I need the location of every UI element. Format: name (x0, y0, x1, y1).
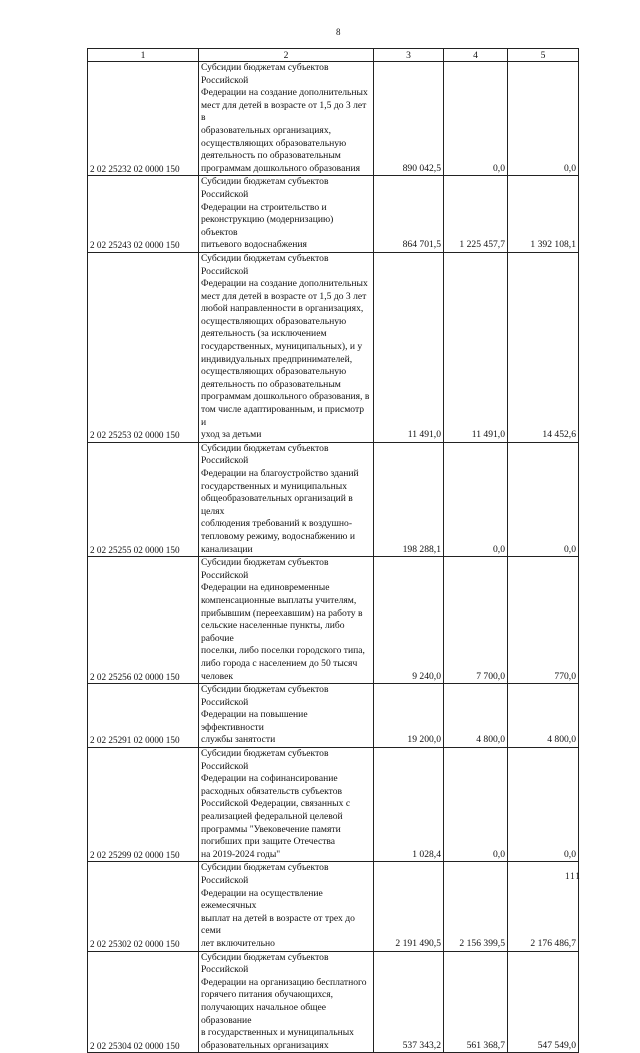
amount-col4: 2 156 399,5 (444, 862, 508, 951)
subsidy-description: Субсидии бюджетам субъектов Российской Федерации на организацию бесплатного горячего питания обучающихся, получающих начальное общее образование в государственных и муниципальных образовательных организациях (199, 951, 374, 1053)
amount-col4: 7 700,0 (444, 557, 508, 684)
amount-col4: 0,0 (444, 62, 508, 176)
subsidy-description: Субсидии бюджетам субъектов Российской Федерации на создание дополнительных мест для детей в возрасте от 1,5 до 3 лет любой направленности в организациях, осуществляющих образовательную деятельность (за исключением государственных, муниципальных), и у индивидуальных предпринимателей, осуществляющих образовательную деятельность по образовательным программам дошкольного образования, в том числе адаптированным, и присмотр и уход за детьми (199, 252, 374, 442)
budget-code: 2 02 25253 02 0000 150 (88, 252, 199, 442)
page-number: 111 (565, 871, 581, 881)
budget-code: 2 02 25302 02 0000 150 (88, 862, 199, 951)
column-header-2: 2 (199, 49, 374, 62)
table-row (88, 62, 579, 176)
amount-col4: 561 368,7 (444, 951, 508, 1053)
amount-col5: 0,0 (508, 442, 579, 556)
table-row (88, 557, 579, 684)
amount-col3: 1 028,4 (374, 748, 444, 862)
amount-col4: 4 800,0 (444, 684, 508, 748)
subsidy-description: Субсидии бюджетам субъектов Российской Федерации на строительство и реконструкцию (модернизацию) объектов питьевого водоснабжения (199, 176, 374, 253)
table-row (88, 684, 579, 748)
subsidy-description: Субсидии бюджетам субъектов Российской Федерации на осуществление ежемесячных выплат на детей в возрасте от трех до семи лет включительно (199, 862, 374, 951)
amount-col4: 0,0 (444, 748, 508, 862)
amount-col5: 0,0 (508, 748, 579, 862)
budget-code: 2 02 25255 02 0000 150 (88, 442, 199, 556)
budget-table (87, 48, 579, 1053)
budget-code: 2 02 25304 02 0000 150 (88, 951, 199, 1053)
amount-col3: 2 191 490,5 (374, 862, 444, 951)
subsidy-description: Субсидии бюджетам субъектов Российской Федерации на создание дополнительных мест для детей в возрасте от 1,5 до 3 лет в образовательных организациях, осуществляющих образовательную деятельность по образовательным программам дошкольного образования (199, 62, 374, 176)
column-header-5: 5 (508, 49, 579, 62)
budget-code: 2 02 25256 02 0000 150 (88, 557, 199, 684)
budget-code: 2 02 25243 02 0000 150 (88, 176, 199, 253)
table-row (88, 862, 579, 951)
subsidy-description: Субсидии бюджетам субъектов Российской Федерации на единовременные компенсационные выплаты учителям, прибывшим (переехавшим) на работу в сельские населенные пункты, либо рабочие поселки, либо поселки городского типа, либо города с населением до 50 тысяч человек (199, 557, 374, 684)
table-row (88, 176, 579, 253)
amount-col5: 0,0 (508, 62, 579, 176)
amount-col4: 1 225 457,7 (444, 176, 508, 253)
amount-col3: 11 491,0 (374, 252, 444, 442)
subsidy-description: Субсидии бюджетам субъектов Российской Федерации на софинансирование расходных обязательств субъектов Российской Федерации, связанных с реализацией федеральной целевой программы "Увековечение памяти погибших при защите Отечества на 2019-2024 годы" (199, 748, 374, 862)
amount-col5: 547 549,0 (508, 951, 579, 1053)
amount-col5: 14 452,6 (508, 252, 579, 442)
amount-col3: 19 200,0 (374, 684, 444, 748)
amount-col3: 198 288,1 (374, 442, 444, 556)
budget-code: 2 02 25299 02 0000 150 (88, 748, 199, 862)
subsidy-description: Субсидии бюджетам субъектов Российской Федерации на повышение эффективности службы занятости (199, 684, 374, 748)
amount-col4: 11 491,0 (444, 252, 508, 442)
amount-col3: 9 240,0 (374, 557, 444, 684)
budget-code: 2 02 25232 02 0000 150 (88, 62, 199, 176)
budget-code: 2 02 25291 02 0000 150 (88, 684, 199, 748)
table-row (88, 748, 579, 862)
table-row (88, 442, 579, 556)
table-row (88, 951, 579, 1053)
amount-col3: 537 343,2 (374, 951, 444, 1053)
page-header-mark: 8 (336, 27, 341, 37)
amount-col3: 890 042,5 (374, 62, 444, 176)
column-number-row (88, 49, 579, 62)
amount-col5: 770,0 (508, 557, 579, 684)
amount-col5: 1 392 108,1 (508, 176, 579, 253)
amount-col5: 2 176 486,7 (508, 862, 579, 951)
table-row (88, 252, 579, 442)
column-header-1: 1 (88, 49, 199, 62)
column-header-4: 4 (444, 49, 508, 62)
amount-col5: 4 800,0 (508, 684, 579, 748)
amount-col4: 0,0 (444, 442, 508, 556)
subsidy-description: Субсидии бюджетам субъектов Российской Федерации на благоустройство зданий государственных и муниципальных общеобразовательных организаций в целях соблюдения требований к воздушно- тепловому режиму, водоснабжению и канализации (199, 442, 374, 556)
column-header-3: 3 (374, 49, 444, 62)
amount-col3: 864 701,5 (374, 176, 444, 253)
